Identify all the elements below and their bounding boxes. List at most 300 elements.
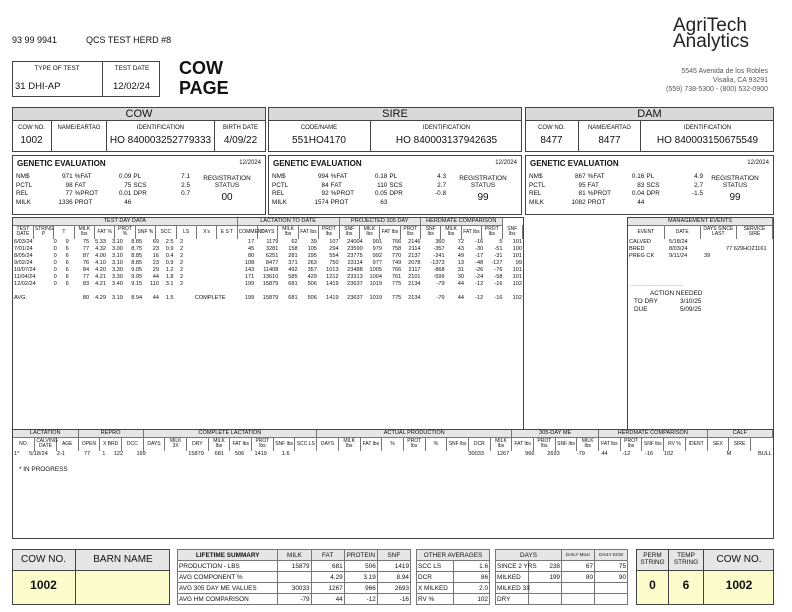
cell: 585 [288,274,298,281]
table-row [13,260,523,267]
cell: -26 [475,267,484,274]
cell: 3281 [265,246,279,253]
test-date-label: TEST DATE [114,65,150,72]
cell: 0.4 [165,253,174,260]
cell: %PROT [330,190,355,198]
cell: -30 [475,246,484,253]
cell: 16 [152,253,160,260]
cell: 4.9 [694,173,703,181]
cell: 6 [65,260,69,267]
cell: 4.29 [95,295,106,302]
cell: 0.01 [118,190,132,198]
cell: -16 [475,239,484,246]
in-progress-note: * IN PROGRESS [19,466,68,473]
cell [161,199,191,208]
cell: 1.5 [165,295,174,302]
cow-no: 1002 [20,135,43,146]
cell: NM$ [529,173,543,181]
cell: 0.9 [165,260,174,267]
cell: 11/04/24 [14,274,36,281]
cell: 84 [82,267,90,274]
column-header: PROT lbs [482,225,502,239]
cell: 12/02/24 [14,281,36,288]
cell: 1.2 [165,267,174,274]
column-header: SNF lbs [447,437,469,451]
cell: 49 [457,253,464,260]
group-header: COMPLETE LACTATION [143,430,317,437]
cell: REL [272,190,285,198]
cell: FAT [74,181,86,189]
column-header: RV % [664,437,686,451]
cell: 83 [82,281,90,288]
cell: 766 [391,267,402,274]
temp-string: 6 [682,578,690,592]
cell [388,199,416,208]
cell: DPR [646,190,660,198]
column-header: FAT lbs [360,437,382,451]
event-row [628,253,773,260]
cell: FAT [587,181,599,189]
cell: 44 [457,281,464,288]
sire-code: 551HO4170 [292,135,346,146]
cell: 1419 [377,561,410,572]
cell: 0.05 [374,190,388,198]
cell [49,295,61,302]
cell: AVG. [14,295,27,302]
cell: 2 [180,267,184,274]
column-header: DAYS SINCE LAST [700,225,736,239]
cow-id-label: IDENTIFICATION [136,125,185,131]
cell: 294 [329,246,339,253]
cell: 2.0 [453,583,490,594]
cell [725,253,773,260]
column-header: DATE [664,225,700,239]
cell [184,246,194,253]
cell: 775 [391,281,402,288]
cell [184,267,194,274]
cell: 69 [152,239,160,246]
cell: 1.6 [281,451,290,458]
cell: SCS [389,181,403,189]
cell: 971 [61,173,73,181]
dam-id-label: IDENTIFICATION [683,125,732,131]
sire-header: SIRE [268,107,522,121]
column-header: SIRE [729,437,751,451]
cell: 158 [288,246,298,253]
cell: 1179 [266,239,279,246]
column-header: AGE [56,437,78,451]
cell: COMPLETE [194,295,226,302]
genetic-evaluation-sire [268,155,522,215]
cell: 2101 [408,274,421,281]
cell: MILK [272,198,287,206]
cell: -1.5 [691,190,703,198]
cell: 681 [214,451,225,458]
cell: -51 [494,246,503,253]
cell: 23637 [347,281,363,288]
cell: 92 [321,190,329,198]
cell: 15879 [262,281,279,288]
cell: 90 [595,572,628,583]
cell: 1.8 [165,274,174,281]
cell: PROT [74,198,93,206]
column-header: MILK lbs [278,225,298,239]
genetic-evaluation-dam [525,155,774,215]
cell: -12 [344,594,377,605]
cell: 5.33 [95,239,106,246]
cell: 2078 [408,260,421,267]
cell: 84 [321,181,329,189]
table-row [13,246,523,253]
column-header: DCR [468,437,490,451]
dam-id: HO 840003150675549 [656,135,759,146]
cell [61,295,73,302]
cell [184,260,194,267]
birth-date: 4/09/22 [223,135,258,146]
cell: 199 [244,295,255,302]
genetic-date: 12/2024 [495,160,517,166]
cell: PRODUCTION - LBS [178,561,278,572]
cell: 994 [317,173,329,181]
cell: MILKED 3X [497,584,531,592]
cell [645,199,673,208]
cell: 77 629HO21161 [726,246,767,253]
cell: PCTL [16,181,33,189]
sire-code-label: CODE/NAME [300,125,338,131]
cell: -79 [278,594,311,605]
cell [595,594,628,605]
cell: 0.18 [374,173,388,181]
column-header: SNF lbs [421,225,441,239]
cell: 62 [291,239,298,246]
table-row [13,274,523,281]
cell: 29 [152,267,160,274]
cell: 15879 [278,561,311,572]
cow-name-label: NAME/EARTAG [57,125,101,131]
registration-status: 99 [729,192,741,203]
column-header: COMMENT [237,225,257,239]
cell: -58 [494,274,503,281]
cell: 39 [704,253,711,260]
cell: 72 [457,239,464,246]
cell: -127 [491,260,503,267]
cell: 15879 [188,451,204,458]
cell: 105 [307,246,317,253]
due-date: 5/09/25 [680,306,702,313]
cell: 1013 [326,267,339,274]
footer-cow-no2-label: COW NO. [716,554,762,565]
cell: 13 [457,260,464,267]
cell: 0.16 [631,173,645,181]
cell: 98 [65,181,73,189]
cell: 8.85 [131,260,143,267]
cell: 2.7 [437,181,446,189]
cell: -12 [622,451,631,458]
cell: 143 [244,267,255,274]
cow-id: HO 840003252779333 [109,135,212,146]
cell [359,451,377,458]
cell: 5 [499,239,503,246]
column-header: % [382,437,404,451]
cell [278,572,311,583]
cell: 199 [136,451,146,458]
cell: 195 [307,253,317,260]
cell: 8/03/24 [669,246,688,253]
cell: 9.05 [131,274,143,281]
cell: 4.00 [95,253,106,260]
cell: 80 [82,295,90,302]
perm-string-label: PERM STRING [640,552,665,566]
cell: 3.19 [111,295,123,302]
column-header: MILK lbs [490,437,512,451]
genetic-evaluation-cow [12,155,266,215]
type-value: 31 DHI-AP [15,81,61,92]
cell: 23637 [347,295,363,302]
dam-name: 8477 [598,135,621,146]
cell: 101 [512,239,522,246]
other-averages [416,549,490,605]
column-header: SNF lbs [339,225,359,239]
cell [194,267,237,274]
cell: PROT [587,198,606,206]
cell: 44 [152,274,160,281]
lactation-table [12,429,774,539]
cell: 371 [288,260,298,267]
cell [703,246,725,253]
cell: 0 [53,260,57,267]
cell: 2 [180,246,184,253]
cell: 102 [512,295,522,302]
cell: DPR [133,190,147,198]
cell: PCTL [272,181,289,189]
cell: 30 [457,274,464,281]
cell: 95 [578,181,586,189]
table-row [13,267,523,274]
cell [703,239,725,246]
cell: -16 [494,281,503,288]
cell: 2 [180,281,184,288]
cell: 8.85 [131,253,143,260]
column-header: EVENT [628,225,664,239]
cell: 6 [65,274,69,281]
cell: 199 [529,572,562,583]
column-header: OPEN [78,437,100,451]
column-header: MILK lbs [74,225,94,239]
cell [674,199,704,208]
cell: 23 [152,246,160,253]
column-header: PROT lbs [620,437,642,451]
genetic-title: GENETIC EVALUATION [273,159,362,168]
cell: -599 [433,274,445,281]
cell: 506 [344,561,377,572]
cell: -48 [475,260,484,267]
cell: 171 [244,274,255,281]
cell [674,451,709,458]
cell: 77 [84,451,91,458]
cell: 4.29 [311,572,344,583]
cell [174,295,184,302]
table-row [13,239,523,246]
column-header: % [425,437,447,451]
cell: 77 [82,274,90,281]
cell: SCC LS [417,561,454,572]
cell: 2117 [408,267,421,274]
column-header: FAT lbs [512,437,534,451]
cell [562,583,595,594]
footer-cow-no-label: COW NO. [21,554,66,565]
cell: 3.00 [111,246,123,253]
cell: 23114 [347,260,363,267]
cell [435,451,458,458]
cell: 87 [82,253,90,260]
cell: -17 [475,253,484,260]
cell: 506 [307,281,317,288]
cell: 75 [82,239,90,246]
column-header: DAYS [258,225,278,239]
event-row [628,239,773,246]
column-header: MILK lbs [577,437,599,451]
average-row [13,295,523,302]
cell: 2693 [377,583,410,594]
cell: 0 [53,274,57,281]
cell: PL [389,173,398,181]
cell: 492 [288,267,298,274]
genetic-title: GENETIC EVALUATION [530,159,619,168]
cell: 554 [329,253,339,260]
cell: 102 [663,451,674,458]
cell: AVG COMPONENT % [178,572,278,583]
column-header: DAILY ECM [595,550,628,561]
group-header: LACTATION TO DATE [237,218,339,225]
registration-status: 99 [477,192,489,203]
cell: 86 [453,572,490,583]
cell: 992 [372,253,382,260]
cell: 966 [344,583,377,594]
cell: 977 [372,260,382,267]
column-header: SNF lbs [642,437,664,451]
cell: 7.1 [181,173,190,181]
cell: 76 [82,260,90,267]
cell: -241 [433,253,445,260]
cell: RV % [417,594,454,605]
cell: 0 [53,253,57,260]
cell: 966 [525,451,535,458]
cell: 2137 [408,253,421,260]
column-header: MILK lbs [359,225,379,239]
cell: 30033 [278,583,311,594]
column-header: PROT lbs [252,437,274,451]
column-header: SEX [707,437,729,451]
cell [194,253,237,260]
group-header: REPRO [78,430,143,437]
lifetime-title: LIFETIME SUMMARY [178,550,278,561]
cell: 1005 [369,267,382,274]
cell: 770 [391,253,402,260]
cell: 2 [180,274,184,281]
column-header: FAT lbs [298,225,318,239]
cell: MILK [16,198,31,206]
cell: 8.94 [131,295,143,302]
cell: 2.5 [181,181,190,189]
cell: 23313 [347,274,363,281]
column-header: FAT lbs [230,437,252,451]
cell [291,451,314,458]
account-number: 93 99 9941 [12,35,58,45]
cell: 360 [435,239,445,246]
cell [194,260,237,267]
cell: 108 [244,260,255,267]
cell: DPR [389,190,403,198]
cell: 357 [307,267,317,274]
cell: 4.3 [437,173,446,181]
cell: 30033 [468,451,484,458]
cell: SINCE 2 YRS [497,562,537,570]
cell: -76 [494,267,503,274]
cell: 80 [248,253,255,260]
cell: 1* [14,451,20,458]
cell [595,583,628,594]
cell: 2693 [547,451,560,458]
cell [339,451,359,458]
cell: -79 [576,451,585,458]
cell: PROT [330,198,349,206]
barn-name-label: BARN NAME [93,554,153,565]
cell: NM$ [16,173,30,181]
cell: 11408 [263,267,279,274]
lifetime-summary [177,549,411,605]
cell: -12 [475,281,484,288]
cell: 4.21 [95,274,106,281]
cell: 506 [234,451,245,458]
cell: AVG HM COMPARISON [178,594,278,605]
column-header: SCC [156,225,176,239]
column-header: CALVING DATE [36,437,58,450]
column-header: SNF lbs [555,437,577,451]
dam-no: 8477 [540,135,563,146]
cell: 9/11/24 [669,253,688,260]
cell: %PROT [587,190,612,198]
cell: 31 [457,267,464,274]
cell: 1019 [369,295,382,302]
cell: 44 [457,295,464,302]
cell [529,583,562,594]
group-header: TEST DAY DATA [13,218,237,225]
column-header: FAT lbs [380,225,400,239]
cell: 9.05 [131,267,143,274]
cell: 5/18/24 [669,239,688,246]
column-header: T [54,225,74,239]
cell: 23775 [347,253,363,260]
days-title: DAYS [496,550,562,561]
group-header: CALF [707,430,773,437]
cell: 45 [248,246,255,253]
cell [147,451,165,458]
cell: 681 [311,561,344,572]
column-header: SNF lbs [273,437,295,451]
cell: 102 [453,594,490,605]
cell [194,281,237,288]
column-header: X's [196,225,216,239]
cell: NM$ [272,173,286,181]
cell: %FAT [74,173,92,181]
cell: 13610 [262,274,279,281]
cell: 199 [244,281,255,288]
footer-cow-no: 1002 [30,578,57,592]
cell: 1004 [369,274,382,281]
cell: 9.15 [131,281,143,288]
cell [184,274,194,281]
cell: PL [646,173,655,181]
